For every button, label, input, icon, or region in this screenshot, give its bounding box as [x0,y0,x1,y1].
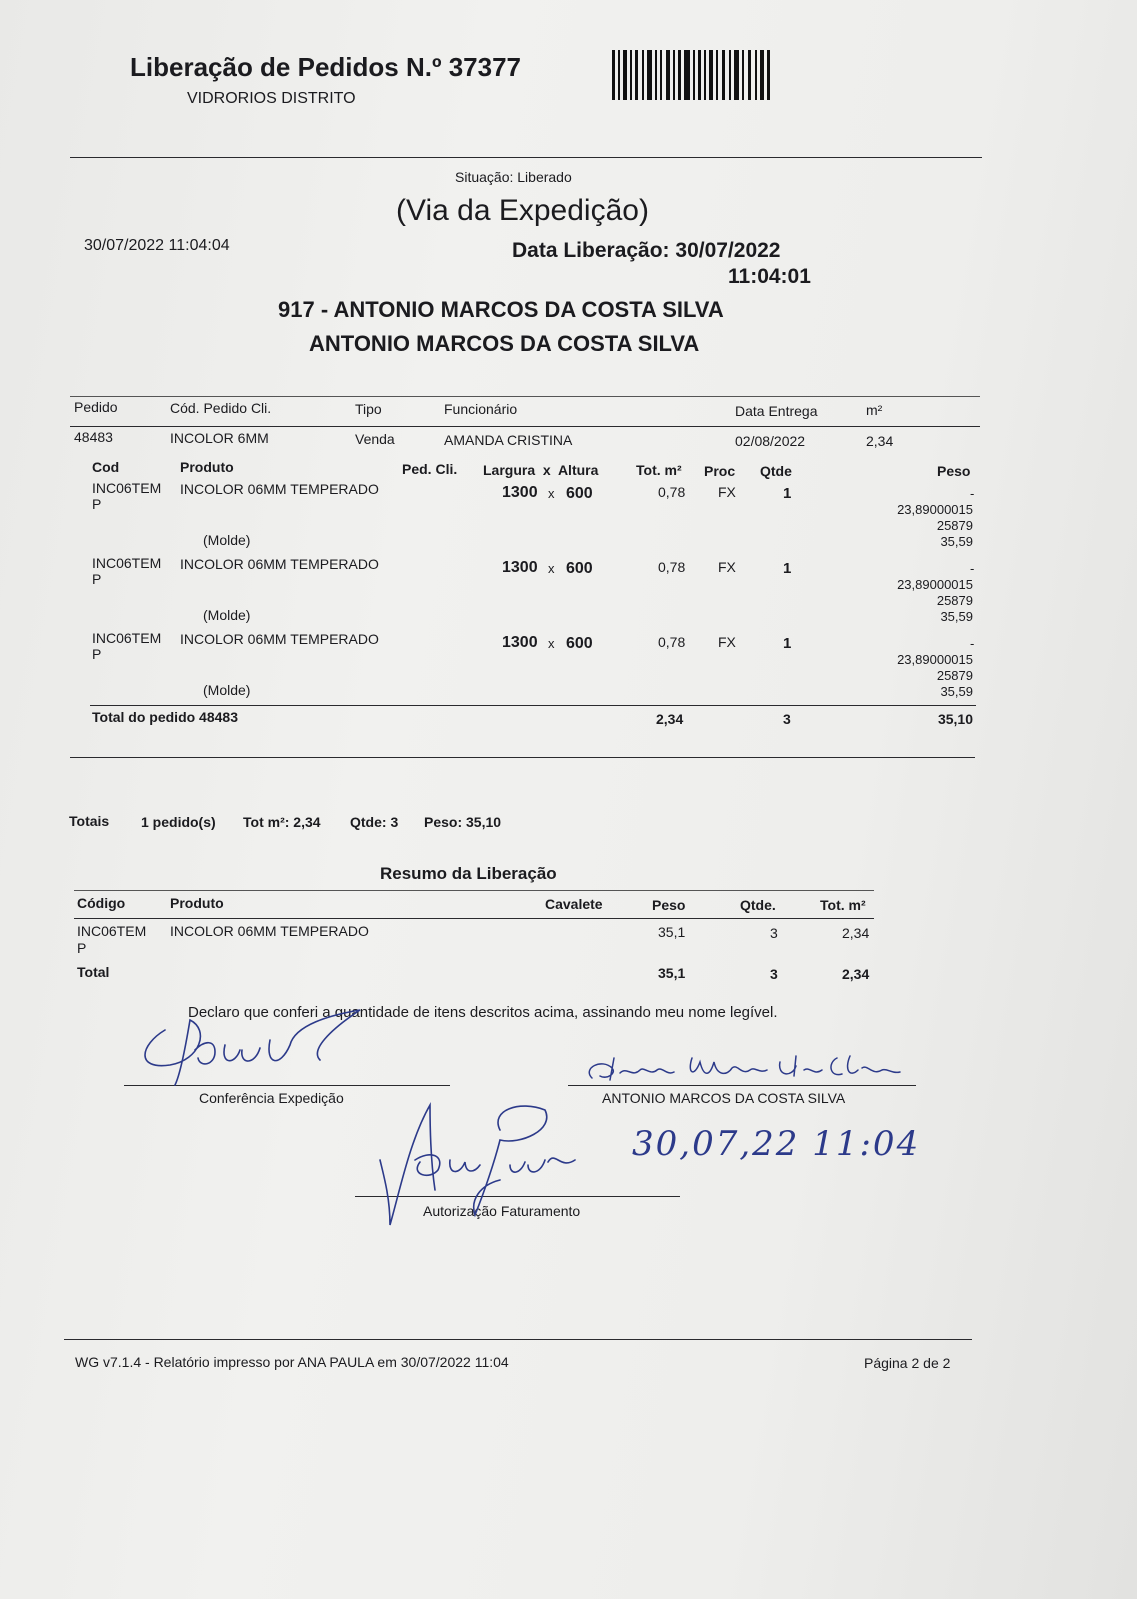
item-col-cod: Cod [92,459,120,475]
item-peso-3: 35,59 [940,684,973,699]
client-code-name: 917 - ANTONIO MARCOS DA COSTA SILVA [278,297,724,322]
item-peso-2: 25879 [936,668,973,683]
client-name: ANTONIO MARCOS DA COSTA SILVA [309,331,700,356]
item-largura: 1300 [502,559,538,576]
item-cod: INC06TEM [92,630,162,646]
order-table-bottom-rule [70,757,975,758]
col-funcionario: Funcionário [444,401,518,417]
footer-page-number: Página 2 de 2 [864,1355,951,1371]
order-cod-pedido-cli: INCOLOR 6MM [170,430,269,446]
item-peso-1: 23,89000015 [897,652,973,667]
autorizacao-label: Autorização Faturamento [423,1203,581,1219]
item-qtde: 1 [783,560,792,577]
item-tot-m2: 0,78 [658,559,686,575]
situation-label: Situação: Liberado [455,169,572,185]
item-peso-dash: - [970,561,975,576]
item-peso-3: 35,59 [940,534,973,549]
col-tipo: Tipo [355,401,382,417]
summary-col-codigo: Código [77,895,126,911]
handwritten-signature-conferencia [130,990,390,1090]
totals-m2: Tot m²: 2,34 [243,814,321,830]
order-total-peso: 35,10 [937,711,973,727]
release-date: Data Liberação: 30/07/2022 [512,239,781,262]
client-signature-label: ANTONIO MARCOS DA COSTA SILVA [602,1090,846,1106]
order-table-top-rule [70,396,980,397]
handwritten-datetime: 30,07,22 11:04 [632,1124,921,1164]
summary-col-produto: Produto [170,895,224,911]
item-peso-3: 35,59 [940,609,973,624]
item-proc: FX [718,634,736,650]
summary-col-tot-m2: Tot. m² [820,897,866,913]
print-datetime: 30/07/2022 11:04:04 [84,237,230,254]
order-total-label: Total do pedido 48483 [92,709,238,725]
item-cod-cont: P [92,496,102,512]
declaration-text: Declaro que conferi a quantidade de itens descritos acima, assinando meu nome legível. [188,1004,778,1021]
item-qtde: 1 [783,485,792,502]
item-produto: INCOLOR 06MM TEMPERADO [180,556,379,572]
item-qtde: 1 [783,635,792,652]
item-col-tot-m2: Tot. m² [636,462,682,478]
order-funcionario: AMANDA CRISTINA [444,432,573,448]
summary-codigo-cont: P [77,940,87,956]
item-peso-2: 25879 [936,518,973,533]
item-cod: INC06TEM [92,555,162,571]
order-total-rule [90,705,976,706]
summary-header-rule [74,918,874,919]
item-col-produto: Produto [180,459,234,475]
summary-tot-m2: 2,34 [842,925,870,941]
item-col-qtde: Qtde [760,463,792,479]
item-cod: INC06TEM [92,480,162,496]
item-produto: INCOLOR 06MM TEMPERADO [180,481,379,497]
item-tot-m2: 0,78 [658,634,686,650]
handwritten-signature-client [582,1048,912,1088]
item-altura: 600 [566,635,593,652]
handwritten-signature-autorizacao [370,1100,600,1230]
item-altura: 600 [566,485,593,502]
summary-col-qtde: Qtde. [740,897,776,913]
order-table-header-rule [70,426,980,427]
item-col-proc: Proc [704,463,736,479]
item-col-largura-altura: Largura x Altura [483,462,599,478]
item-x: x [548,561,555,576]
totals-pedidos: 1 pedido(s) [141,814,216,830]
item-proc: FX [718,484,736,500]
item-altura: 600 [566,560,593,577]
header-divider [70,157,982,158]
item-cod-cont: P [92,646,102,662]
item-peso-2: 25879 [936,593,973,608]
summary-produto: INCOLOR 06MM TEMPERADO [170,923,369,939]
summary-col-cavalete: Cavalete [545,896,603,912]
order-pedido: 48483 [74,429,113,445]
col-pedido: Pedido [74,399,118,415]
summary-total-peso: 35,1 [658,965,686,981]
item-note: (Molde) [203,682,251,698]
item-largura: 1300 [502,634,538,651]
item-note: (Molde) [203,532,251,548]
order-tipo: Venda [355,431,395,447]
item-produto: INCOLOR 06MM TEMPERADO [180,631,379,647]
summary-codigo: INC06TEM [77,923,147,939]
summary-top-rule [74,890,874,891]
item-x: x [548,636,555,651]
company-name: VIDRORIOS DISTRITO [187,90,356,107]
item-peso-dash: - [970,636,975,651]
footer-printed-by: WG v7.1.4 - Relatório impresso por ANA PAULA em 30/07/2022 11:04 [75,1354,509,1370]
item-largura: 1300 [502,484,538,501]
order-total-qtde: 3 [783,711,791,727]
col-m2: m² [866,402,883,418]
document-title: Liberação de Pedidos N.º 37377 [130,52,521,82]
item-col-peso: Peso [937,463,971,479]
item-tot-m2: 0,78 [658,484,686,500]
summary-total-m2: 2,34 [842,966,870,982]
barcode-icon [612,50,772,100]
summary-col-peso: Peso [652,897,686,913]
item-peso-1: 23,89000015 [897,502,973,517]
conferencia-label: Conferência Expedição [199,1090,344,1106]
item-note: (Molde) [203,607,251,623]
item-proc: FX [718,559,736,575]
footer-divider [64,1339,972,1340]
summary-peso: 35,1 [658,924,686,940]
totals-label: Totais [69,813,110,829]
summary-qtde: 3 [770,925,778,941]
release-time: 11:04:01 [728,265,811,288]
order-total-m2: 2,34 [656,711,684,727]
order-data-entrega: 02/08/2022 [735,433,806,449]
item-peso-dash: - [970,486,975,501]
item-col-ped-cli: Ped. Cli. [402,461,458,477]
totals-qtde: Qtde: 3 [350,814,399,830]
totals-peso: Peso: 35,10 [424,814,502,830]
col-data-entrega: Data Entrega [735,403,818,419]
summary-total-qtde: 3 [770,966,778,982]
copy-label: (Via da Expedição) [396,194,649,227]
item-cod-cont: P [92,571,102,587]
item-x: x [548,486,555,501]
col-cod-pedido-cli: Cód. Pedido Cli. [170,400,272,416]
order-m2: 2,34 [866,433,894,449]
item-peso-1: 23,89000015 [897,577,973,592]
summary-total-label: Total [77,964,110,980]
summary-title: Resumo da Liberação [380,864,557,883]
